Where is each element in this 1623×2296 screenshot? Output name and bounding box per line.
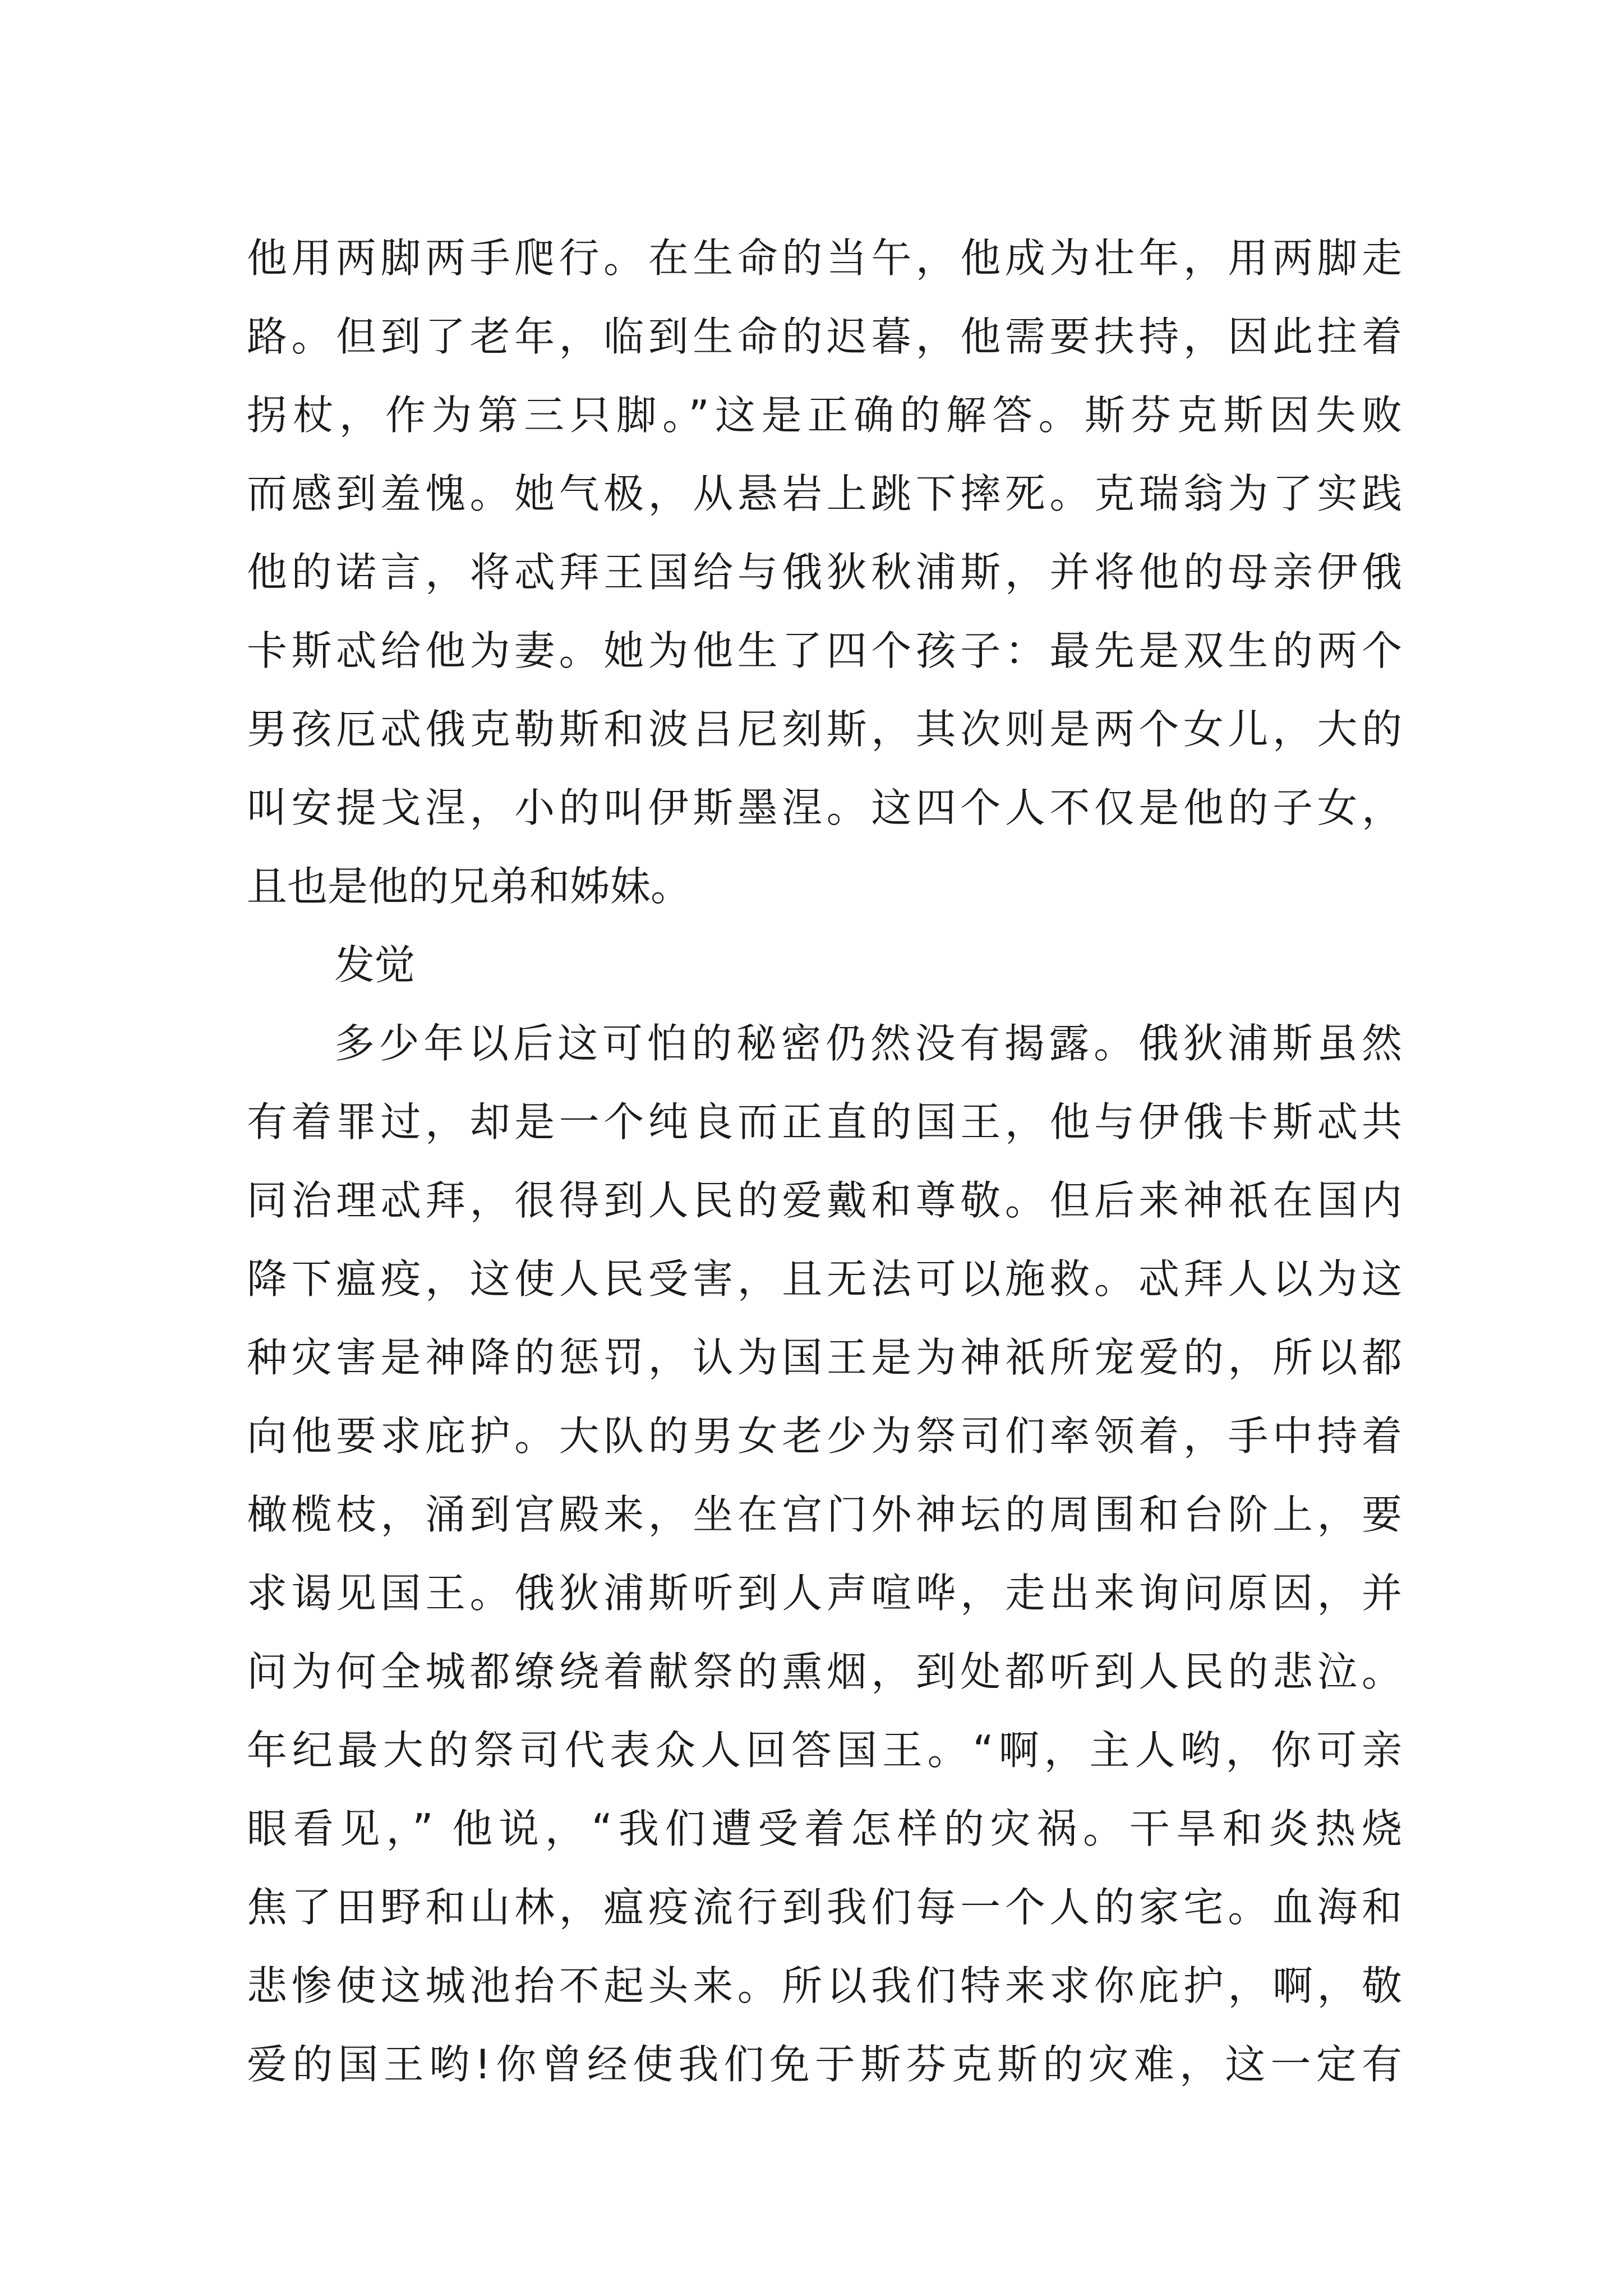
text-line: 有着罪过，却是一个纯良而正直的国王，他与伊俄卡斯忒共 <box>247 1098 1402 1145</box>
text-line: 眼看见，” 他说，“我们遭受着怎样的灾祸。干旱和炎热烧 <box>247 1805 1402 1852</box>
text-line: 叫安提戈涅，小的叫伊斯墨涅。这四个人不仅是他的子女， <box>247 784 1402 831</box>
text-line: 他用两脚两手爬行。在生命的当午，他成为壮年，用两脚走 <box>247 234 1402 282</box>
text-line: 向他要求庇护。大队的男女老少为祭司们率领着，手中持着 <box>247 1412 1402 1460</box>
text-line: 问为何全城都缭绕着献祭的熏烟，到处都听到人民的悲泣。 <box>247 1648 1402 1695</box>
text-line: 而感到羞愧。她气极，从悬岩上跳下摔死。克瑞翁为了实践 <box>247 470 1402 517</box>
text-line: 降下瘟疫，这使人民受害，且无法可以施救。忒拜人以为这 <box>247 1255 1402 1303</box>
section-heading: 发觉 <box>334 941 416 988</box>
text-line: 卡斯忒给他为妻。她为他生了四个孩子：最先是双生的两个 <box>247 627 1402 674</box>
text-line: 男孩厄忒俄克勒斯和波吕尼刻斯，其次则是两个女儿，大的 <box>247 706 1402 753</box>
text-line: 悲惨使这城池抬不起头来。所以我们特来求你庇护，啊，敬 <box>247 1962 1402 2009</box>
text-line: 且也是他的兄弟和姊妹。 <box>247 863 691 910</box>
text-line: 同治理忒拜，很得到人民的爱戴和尊敬。但后来神祇在国内 <box>247 1177 1402 1224</box>
text-line: 年纪最大的祭司代表众人回答国王。“啊，主人哟，你可亲 <box>247 1727 1402 1774</box>
text-line: 求谒见国王。俄狄浦斯听到人声喧哗，走出来询问原因，并 <box>247 1570 1402 1617</box>
text-line: 路。但到了老年，临到生命的迟暮，他需要扶持，因此拄着 <box>247 313 1402 360</box>
text-line: 橄榄枝，涌到宫殿来，坐在宫门外神坛的周围和台阶上，要 <box>247 1491 1402 1538</box>
text-line: 种灾害是神降的惩罚，认为国王是为神祇所宠爱的，所以都 <box>247 1334 1402 1381</box>
text-line: 拐杖，作为第三只脚。”这是正确的解答。斯芬克斯因失败 <box>247 392 1402 439</box>
text-line: 爱的国王哟!你曾经使我们免于斯芬克斯的灾难，这一定有 <box>247 2041 1402 2088</box>
text-line: 他的诺言，将忒拜王国给与俄狄秋浦斯，并将他的母亲伊俄 <box>247 549 1402 596</box>
text-line: 多少年以后这可怕的秘密仍然没有揭露。俄狄浦斯虽然 <box>334 1020 1402 1067</box>
text-line: 焦了田野和山林，瘟疫流行到我们每一个人的家宅。血海和 <box>247 1884 1402 1931</box>
